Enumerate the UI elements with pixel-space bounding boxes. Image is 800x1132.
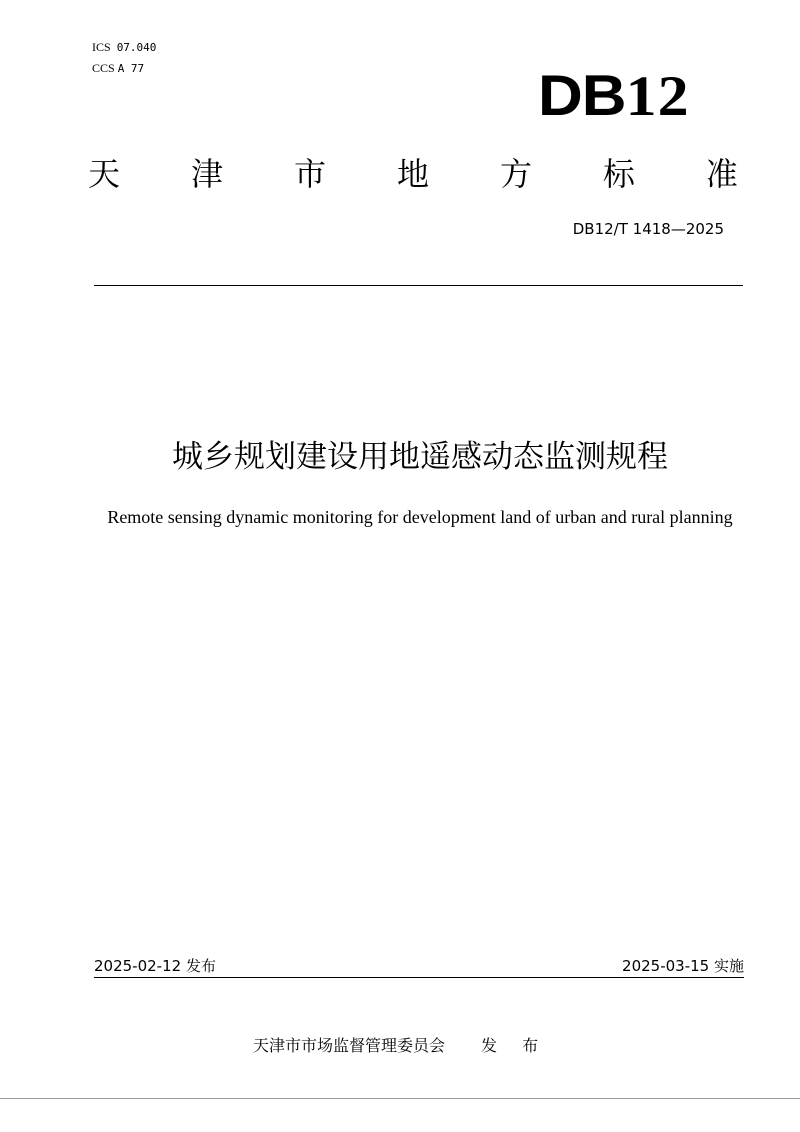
standard-type-char: 津	[190, 155, 223, 193]
issue-word: 发 布	[481, 1036, 549, 1055]
standard-number: DB12/T 1418—2025	[572, 220, 724, 238]
implementation-date: 2025-03-15 实施	[622, 957, 744, 975]
ccs-label: CCS	[92, 61, 115, 75]
standard-type-char: 方	[499, 155, 532, 193]
standard-type-char: 天	[88, 155, 121, 193]
ics-code	[92, 40, 156, 55]
page-gap	[0, 1099, 800, 1132]
standard-type-char: 准	[705, 155, 738, 193]
top-divider	[94, 285, 743, 286]
standard-type-char: 市	[293, 155, 326, 193]
issuer-name: 天津市市场监督管理委员会	[253, 1036, 446, 1055]
db12-logo	[538, 66, 710, 127]
standard-type-char: 地	[396, 155, 429, 193]
issue-date: 2025-02-12 发布	[94, 957, 216, 975]
ics-label: ICS	[92, 40, 111, 54]
standard-type-title	[88, 152, 738, 196]
logo-digits: 12	[625, 65, 690, 128]
issuing-authority	[253, 1034, 548, 1058]
ccs-value: A 77	[117, 62, 145, 75]
english-title: Remote sensing dynamic monitoring for development land of urban and rural planning	[107, 507, 733, 527]
chinese-title: 城乡规划建设用地遥感动态监测规程	[172, 439, 668, 475]
bottom-divider	[94, 977, 744, 978]
ccs-code	[92, 61, 144, 76]
standard-type-char: 标	[602, 155, 635, 193]
ics-value: 07.040	[116, 41, 157, 54]
logo-letters: DB	[538, 64, 626, 128]
